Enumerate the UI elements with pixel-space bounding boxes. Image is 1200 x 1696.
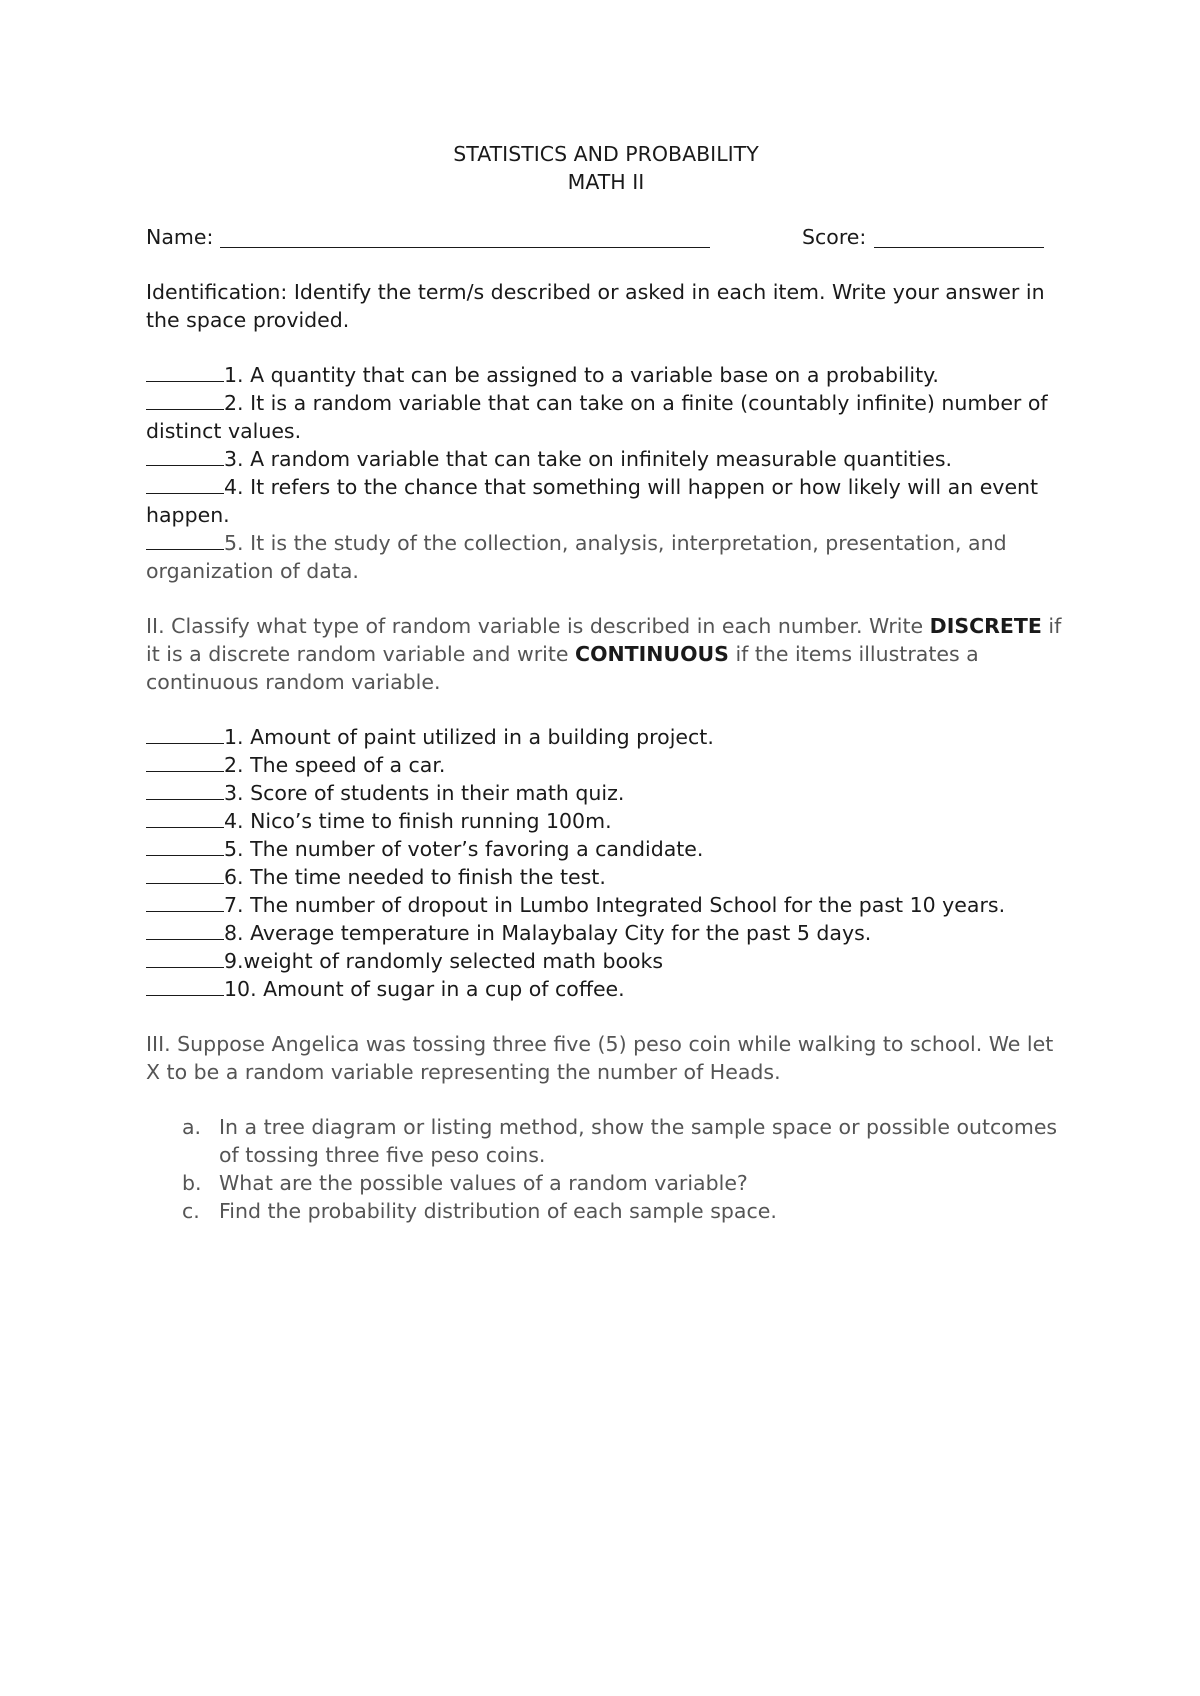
- list-item: [146, 529, 1066, 585]
- answer-blank[interactable]: [146, 807, 224, 828]
- item-text: 7. The number of dropout in Lumbo Integrated School for the past 10 years.: [224, 893, 1006, 917]
- item-text: 4. Nico’s time to finish running 100m.: [224, 809, 612, 833]
- name-label: Name:: [146, 225, 214, 249]
- list-item: [146, 779, 1066, 807]
- answer-blank[interactable]: [146, 863, 224, 884]
- list-item: [146, 835, 1066, 863]
- item-text: 4. It refers to the chance that something will happen or how likely will an event happen.: [146, 475, 1039, 527]
- list-item: [146, 891, 1066, 919]
- answer-blank[interactable]: [146, 947, 224, 968]
- list-item: [146, 1169, 1066, 1197]
- answer-blank[interactable]: [146, 891, 224, 912]
- item-text: 3. A random variable that can take on infinitely measurable quantities.: [224, 447, 953, 471]
- item-text: 5. It is the study of the collection, analysis, interpretation, presentation, and organization of data.: [146, 531, 1007, 583]
- item-marker: a.: [182, 1115, 202, 1139]
- part2-instr-text: II. Classify what type of random variable is described in each number. Write: [146, 614, 930, 638]
- item-text: In a tree diagram or listing method, show the sample space or possible outcomes of tossing three five peso coins.: [219, 1115, 1058, 1167]
- item-text: 5. The number of voter’s favoring a candidate.: [224, 837, 704, 861]
- part2-instructions: [146, 612, 1066, 696]
- list-item: [146, 807, 1066, 835]
- list-item: [146, 947, 1066, 975]
- student-info-row: [146, 223, 1066, 251]
- item-text: 10. Amount of sugar in a cup of coffee.: [224, 977, 625, 1001]
- list-item: [146, 919, 1066, 947]
- list-item: [146, 1113, 1066, 1169]
- score-field[interactable]: [874, 247, 1044, 248]
- part3-list: [146, 1113, 1066, 1225]
- list-item: [146, 975, 1066, 1003]
- item-marker: c.: [182, 1199, 200, 1223]
- list-item: [146, 863, 1066, 891]
- part2-list: [146, 723, 1066, 1003]
- item-text: 2. The speed of a car.: [224, 753, 446, 777]
- item-text: 3. Score of students in their math quiz.: [224, 781, 625, 805]
- answer-blank[interactable]: [146, 445, 224, 466]
- item-marker: b.: [182, 1171, 202, 1195]
- answer-blank[interactable]: [146, 529, 224, 550]
- answer-blank[interactable]: [146, 919, 224, 940]
- answer-blank[interactable]: [146, 389, 224, 410]
- name-field[interactable]: [220, 247, 710, 248]
- worksheet-content: [146, 140, 1066, 1225]
- part1-instructions: Identification: Identify the term/s described or asked in each item. Write your answer in the space provided.: [146, 280, 1045, 332]
- answer-blank[interactable]: [146, 975, 224, 996]
- item-text: 6. The time needed to finish the test.: [224, 865, 606, 889]
- list-item: [146, 361, 1066, 389]
- page-subtitle: MATH II: [567, 170, 645, 194]
- answer-blank[interactable]: [146, 835, 224, 856]
- item-text: 8. Average temperature in Malaybalay City for the past 5 days.: [224, 921, 872, 945]
- continuous-keyword: CONTINUOUS: [575, 642, 729, 666]
- part3-instructions: III. Suppose Angelica was tossing three five (5) peso coin while walking to school. We let X to be a random variable representing the number of Heads.: [146, 1032, 1054, 1084]
- answer-blank[interactable]: [146, 779, 224, 800]
- answer-blank[interactable]: [146, 473, 224, 494]
- part1-list: [146, 361, 1066, 585]
- item-text: 2. It is a random variable that can take on a finite (countably infinite) number of distinct values.: [146, 391, 1048, 443]
- list-item: [146, 473, 1066, 529]
- item-text: What are the possible values of a random variable?: [219, 1171, 748, 1195]
- list-item: [146, 723, 1066, 751]
- score-label: Score:: [802, 225, 867, 249]
- list-item: [146, 1197, 1066, 1225]
- item-text: 9.weight of randomly selected math books: [224, 949, 664, 973]
- item-text: Find the probability distribution of each sample space.: [219, 1199, 777, 1223]
- part2-instr-text: if it is a discrete random variable and write: [146, 614, 1062, 666]
- discrete-keyword: DISCRETE: [929, 614, 1042, 638]
- list-item: [146, 751, 1066, 779]
- answer-blank[interactable]: [146, 361, 224, 382]
- answer-blank[interactable]: [146, 723, 224, 744]
- part2-instr-text: if the items illustrates a continuous random variable.: [146, 642, 979, 694]
- item-text: 1. A quantity that can be assigned to a variable base on a probability.: [224, 363, 939, 387]
- page-title: STATISTICS AND PROBABILITY: [453, 142, 759, 166]
- answer-blank[interactable]: [146, 751, 224, 772]
- item-text: 1. Amount of paint utilized in a building project.: [224, 725, 714, 749]
- list-item: [146, 389, 1066, 445]
- list-item: [146, 445, 1066, 473]
